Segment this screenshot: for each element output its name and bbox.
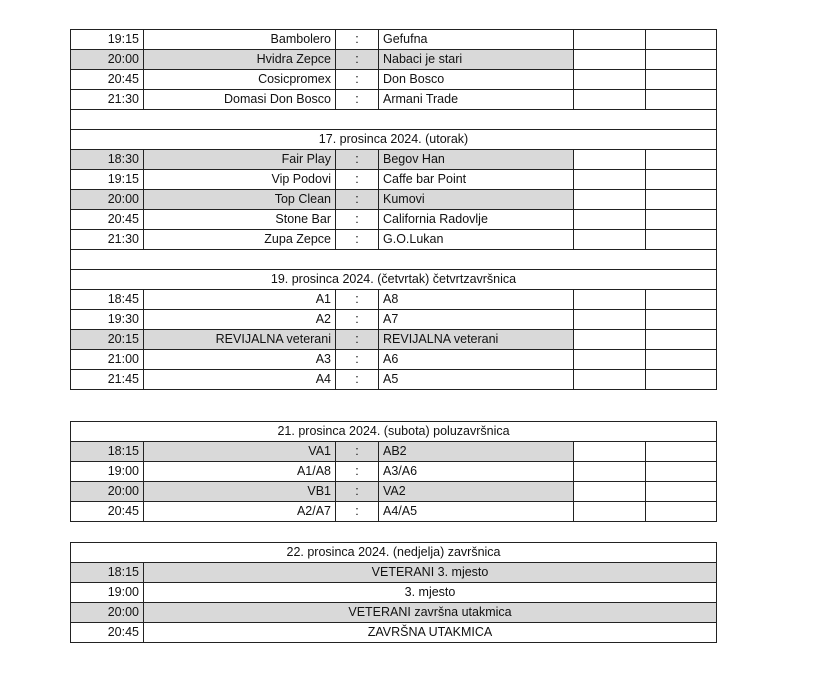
match-time: 21:00 (71, 350, 144, 370)
match-time: 21:45 (71, 370, 144, 390)
score-separator: : (336, 30, 379, 50)
away-team: A4/A5 (379, 502, 574, 522)
score-cell-home (574, 190, 646, 210)
match-time: 18:30 (71, 150, 144, 170)
score-cell-home (574, 170, 646, 190)
match-row (71, 190, 717, 210)
day-header-row (71, 422, 717, 442)
spacer-cell (71, 250, 717, 270)
match-time: 20:15 (71, 330, 144, 350)
score-separator: : (336, 370, 379, 390)
score-cell-home (574, 442, 646, 462)
day-header-row (71, 130, 717, 150)
home-team: Hvidra Zepce (144, 50, 336, 70)
match-row (71, 583, 717, 603)
score-cell-home (574, 370, 646, 390)
score-separator: : (336, 170, 379, 190)
away-team: REVIJALNA veterani (379, 330, 574, 350)
score-cell-away (646, 70, 717, 90)
match-time: 18:45 (71, 290, 144, 310)
home-team: VB1 (144, 482, 336, 502)
match-time: 21:30 (71, 230, 144, 250)
match-label: VETERANI 3. mjesto (144, 563, 717, 583)
day-header: 17. prosinca 2024. (utorak) (71, 130, 717, 150)
match-row (71, 50, 717, 70)
score-separator: : (336, 210, 379, 230)
away-team: Kumovi (379, 190, 574, 210)
score-cell-away (646, 442, 717, 462)
away-team: Nabaci je stari (379, 50, 574, 70)
match-row (71, 502, 717, 522)
match-row (71, 370, 717, 390)
score-cell-away (646, 330, 717, 350)
home-team: REVIJALNA veterani (144, 330, 336, 350)
score-cell-home (574, 330, 646, 350)
match-row (71, 482, 717, 502)
match-time: 20:45 (71, 623, 144, 643)
away-team: A5 (379, 370, 574, 390)
match-time: 20:45 (71, 210, 144, 230)
score-separator: : (336, 442, 379, 462)
match-time: 20:45 (71, 502, 144, 522)
score-cell-home (574, 462, 646, 482)
away-team: California Radovlje (379, 210, 574, 230)
match-time: 19:15 (71, 30, 144, 50)
score-cell-home (574, 210, 646, 230)
score-cell-home (574, 482, 646, 502)
score-cell-away (646, 50, 717, 70)
away-team: Begov Han (379, 150, 574, 170)
day-header: 19. prosinca 2024. (četvrtak) četvrtzavršnica (71, 270, 717, 290)
match-time: 20:00 (71, 190, 144, 210)
match-row (71, 290, 717, 310)
home-team: Stone Bar (144, 210, 336, 230)
match-label: ZAVRŠNA UTAKMICA (144, 623, 717, 643)
away-team: A3/A6 (379, 462, 574, 482)
away-team: A8 (379, 290, 574, 310)
match-time: 20:45 (71, 70, 144, 90)
home-team: Fair Play (144, 150, 336, 170)
match-row (71, 150, 717, 170)
match-time: 21:30 (71, 90, 144, 110)
match-label: VETERANI završna utakmica (144, 603, 717, 623)
home-team: Vip Podovi (144, 170, 336, 190)
match-row (71, 330, 717, 350)
away-team: VA2 (379, 482, 574, 502)
score-cell-home (574, 50, 646, 70)
score-cell-away (646, 230, 717, 250)
score-cell-home (574, 350, 646, 370)
score-cell-away (646, 190, 717, 210)
schedule-table-semifinal (70, 421, 717, 522)
score-separator: : (336, 330, 379, 350)
score-separator: : (336, 50, 379, 70)
away-team: G.O.Lukan (379, 230, 574, 250)
score-cell-home (574, 310, 646, 330)
score-separator: : (336, 290, 379, 310)
home-team: Cosicpromex (144, 70, 336, 90)
home-team: A1/A8 (144, 462, 336, 482)
spacer-cell (71, 110, 717, 130)
score-separator: : (336, 150, 379, 170)
match-row (71, 30, 717, 50)
away-team: A6 (379, 350, 574, 370)
match-row (71, 462, 717, 482)
match-row (71, 90, 717, 110)
match-time: 18:15 (71, 563, 144, 583)
score-cell-home (574, 30, 646, 50)
match-row (71, 563, 717, 583)
score-cell-away (646, 370, 717, 390)
home-team: Top Clean (144, 190, 336, 210)
home-team: A2 (144, 310, 336, 330)
match-time: 19:00 (71, 583, 144, 603)
match-row (71, 230, 717, 250)
match-row (71, 70, 717, 90)
match-time: 19:30 (71, 310, 144, 330)
score-separator: : (336, 230, 379, 250)
spacer-row (71, 250, 717, 270)
day-header: 22. prosinca 2024. (nedjelja) završnica (71, 543, 717, 563)
score-cell-home (574, 230, 646, 250)
score-cell-away (646, 210, 717, 230)
score-separator: : (336, 462, 379, 482)
home-team: A3 (144, 350, 336, 370)
score-cell-away (646, 290, 717, 310)
away-team: Gefufna (379, 30, 574, 50)
match-row (71, 310, 717, 330)
match-row (71, 623, 717, 643)
day-header: 21. prosinca 2024. (subota) poluzavršnica (71, 422, 717, 442)
home-team: A1 (144, 290, 336, 310)
match-label: 3. mjesto (144, 583, 717, 603)
score-cell-away (646, 90, 717, 110)
away-team: AB2 (379, 442, 574, 462)
score-separator: : (336, 90, 379, 110)
score-cell-home (574, 290, 646, 310)
home-team: Domasi Don Bosco (144, 90, 336, 110)
match-row (71, 442, 717, 462)
schedule-table-final (70, 542, 717, 643)
away-team: A7 (379, 310, 574, 330)
away-team: Don Bosco (379, 70, 574, 90)
score-separator: : (336, 190, 379, 210)
match-time: 20:00 (71, 50, 144, 70)
home-team: VA1 (144, 442, 336, 462)
score-separator: : (336, 350, 379, 370)
match-time: 20:00 (71, 603, 144, 623)
schedule-table-group (70, 29, 717, 390)
score-separator: : (336, 70, 379, 90)
match-row (71, 350, 717, 370)
match-time: 19:15 (71, 170, 144, 190)
score-cell-home (574, 502, 646, 522)
away-team: Armani Trade (379, 90, 574, 110)
score-separator: : (336, 502, 379, 522)
score-separator: : (336, 482, 379, 502)
match-row (71, 170, 717, 190)
home-team: Zupa Zepce (144, 230, 336, 250)
score-cell-away (646, 150, 717, 170)
home-team: A2/A7 (144, 502, 336, 522)
match-time: 20:00 (71, 482, 144, 502)
score-cell-away (646, 502, 717, 522)
home-team: Bambolero (144, 30, 336, 50)
score-cell-away (646, 462, 717, 482)
spacer-row (71, 110, 717, 130)
score-separator: : (336, 310, 379, 330)
score-cell-away (646, 350, 717, 370)
away-team: Caffe bar Point (379, 170, 574, 190)
match-row (71, 210, 717, 230)
day-header-row (71, 270, 717, 290)
score-cell-home (574, 70, 646, 90)
day-header-row (71, 543, 717, 563)
match-time: 18:15 (71, 442, 144, 462)
score-cell-home (574, 90, 646, 110)
score-cell-away (646, 170, 717, 190)
score-cell-away (646, 30, 717, 50)
score-cell-away (646, 310, 717, 330)
score-cell-away (646, 482, 717, 502)
match-time: 19:00 (71, 462, 144, 482)
home-team: A4 (144, 370, 336, 390)
score-cell-home (574, 150, 646, 170)
match-row (71, 603, 717, 623)
